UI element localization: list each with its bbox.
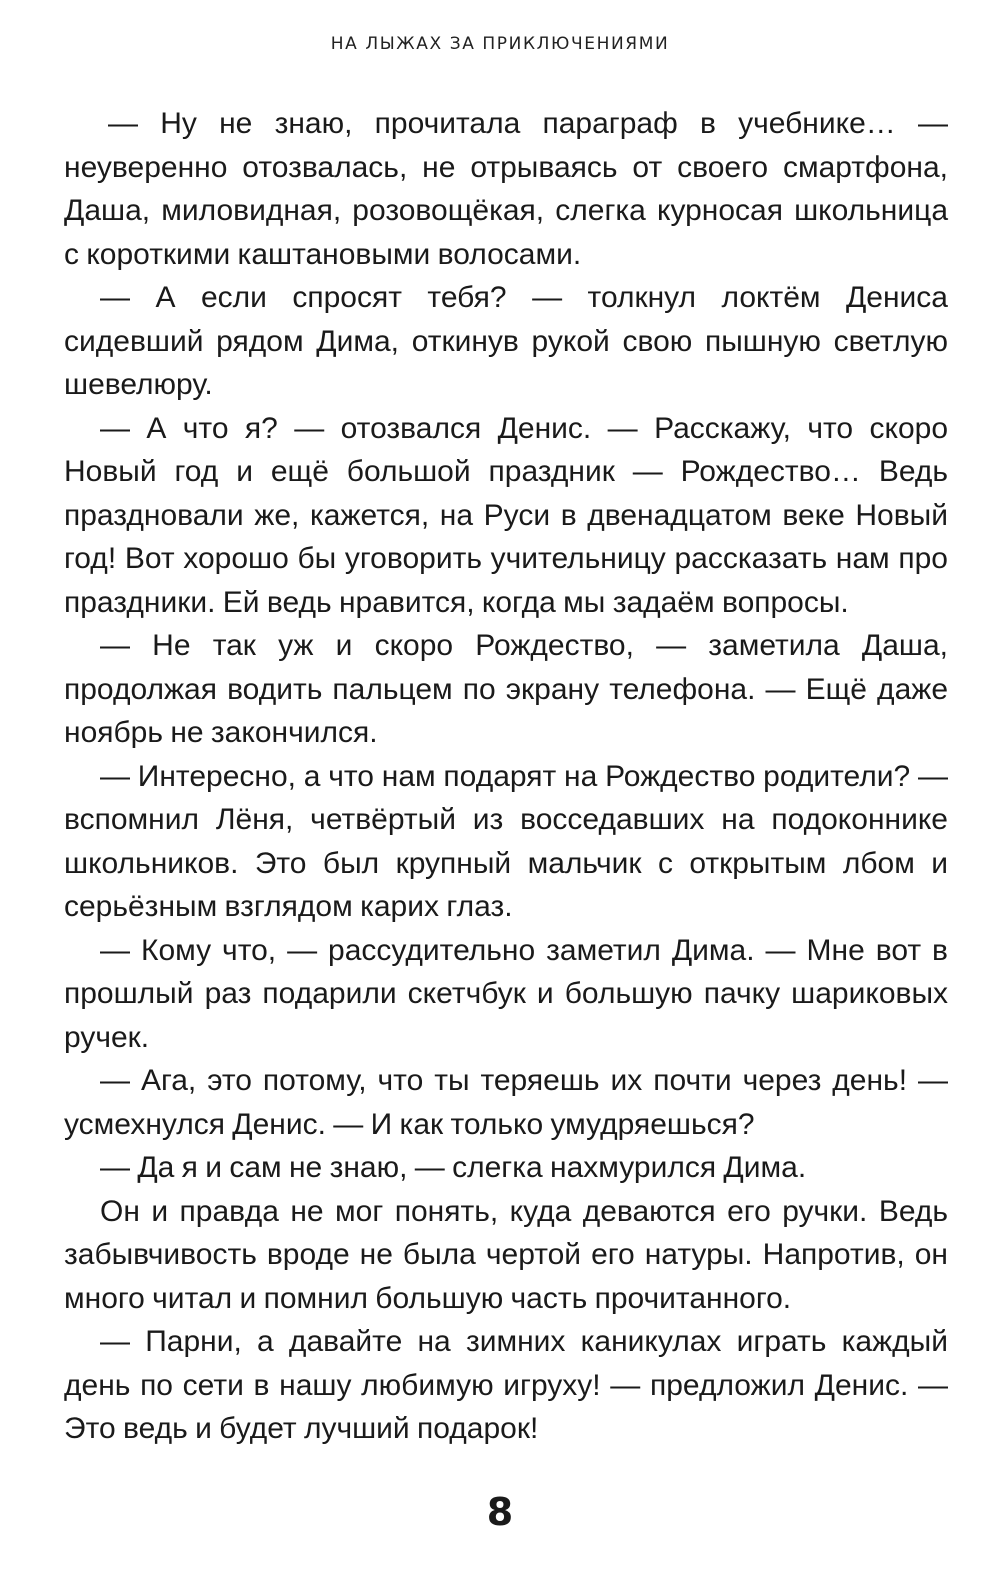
body-text — [64, 102, 948, 1451]
paragraph: — А если спросят тебя? — толкнул локтём Дениса сидевший рядом Дима, откинув рукой свою пышную светлую шевелюру. — [64, 281, 948, 401]
page-number: 8 — [486, 1490, 514, 1534]
paragraph: — Да я и сам не знаю, — слегка нахмурился Дима. — [100, 1151, 807, 1184]
paragraph: — Интересно, а что нам подарят на Рождество родители? — вспомнил Лёня, четвёртый из восседавших на подоконнике школьников. Это был крупный мальчик с открытым лбом и серьёзным взглядом карих глаз. — [64, 759, 948, 923]
paragraph: — А что я? — отозвался Денис. — Расскажу, что скоро Новый год и ещё большой праздник — Рождество… Ведь праздновали же, кажется, на Руси в двенадцатом веке Новый год! Вот хорошо бы уговорить учительницу рассказать нам про праздники. Ей ведь нравится, когда мы задаём вопросы. — [64, 411, 948, 619]
paragraph: — Парни, а давайте на зимних каникулах играть каждый день по сети в нашу любимую игруху! — предложил Денис. — Это ведь и будет лучший подарок! — [64, 1325, 948, 1445]
paragraph: — Ну не знаю, прочитала параграф в учебнике… — неуверенно отозвалась, не отрываясь от своего смартфона, Даша, миловидная, розовощёкая, слегка курносая школьница с короткими каштановыми волосами. — [64, 107, 948, 271]
paragraph: — Кому что, — рассудительно заметил Дима. — Мне вот в прошлый раз подарили скетчбук и большую пачку шариковых ручек. — [64, 933, 948, 1054]
paragraph: Он и правда не мог понять, куда деваются его ручки. Ведь забывчивость вроде не была чертой его натуры. Напротив, он много читал и помнил большую часть прочитанного. — [64, 1194, 948, 1315]
running-header: НА ЛЫЖАХ ЗА ПРИКЛЮЧЕНИЯМИ — [330, 34, 670, 54]
paragraph: — Не так уж и скоро Рождество, — заметила Даша, продолжая водить пальцем по экрану телефона. — Ещё даже ноябрь не закончился. — [64, 629, 948, 749]
paragraph: — Ага, это потому, что ты теряешь их почти через день! — усмехнулся Денис. — И как только умудряешься? — [64, 1064, 948, 1141]
